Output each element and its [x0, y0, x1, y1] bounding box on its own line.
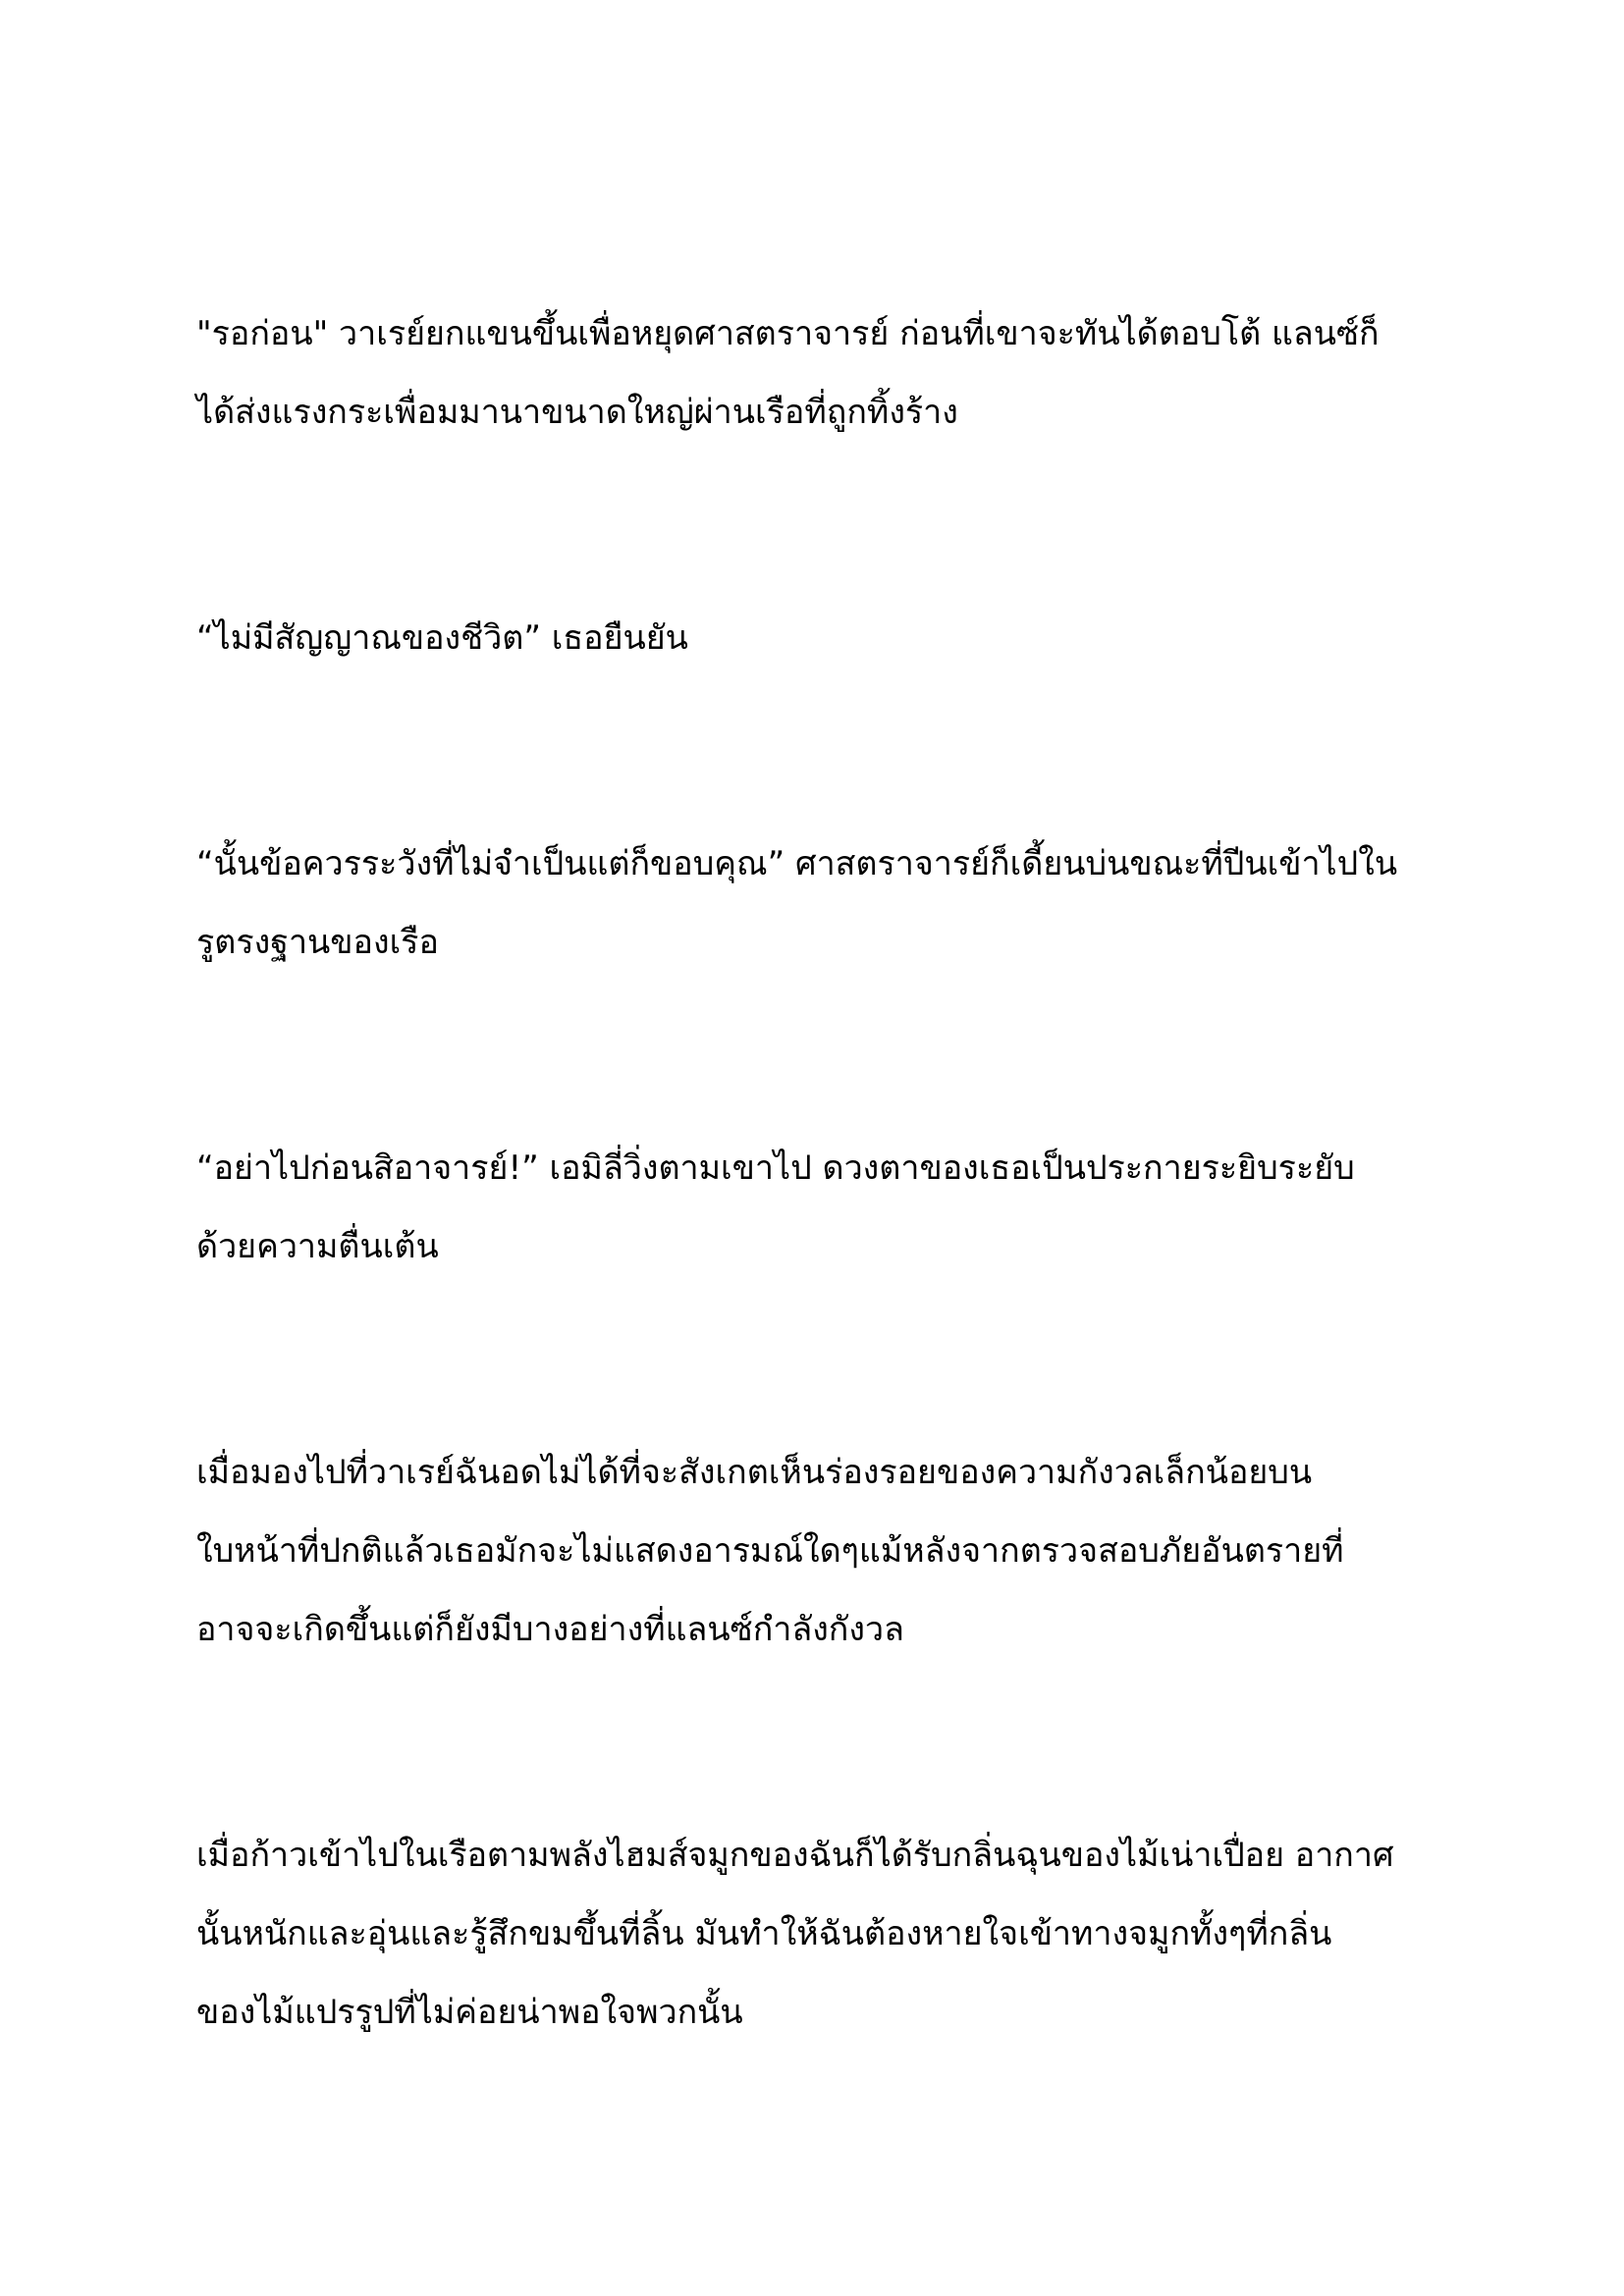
text-line: อาจจะเกิดขึ้นแต่ก็ยังมีบางอย่างที่แลนซ์กำลังกังวล — [196, 1610, 904, 1649]
paragraph-5 — [196, 1433, 1434, 1669]
text-line: รูตรงฐานของเรือ — [196, 923, 439, 962]
text-line: "รอก่อน" วาเรย์ยกแขนขึ้นเพื่อหยุดศาสตราจารย์ ก่อนที่เขาจะทันได้ตอบโต้ แลนซ์ก็ — [196, 314, 1380, 353]
paragraph-6 — [196, 1816, 1434, 2052]
text-line: “ไม่มีสัญญาณของชีวิต” เธอยืนยัน — [196, 618, 688, 658]
text-line: ด้วยความตื่นเต้น — [196, 1227, 439, 1266]
paragraph-2 — [196, 599, 1434, 677]
text-line: “นั้นข้อควรระวังที่ไม่จำเป็นแต่ก็ขอบคุณ” ศาสตราจารย์ก็เดี้ยนบ่นขณะที่ปีนเข้าไปใน — [196, 844, 1398, 883]
story-text — [196, 294, 1434, 2199]
text-line: ใบหน้าที่ปกติแล้วเธอมักจะไม่แสดงอารมณ์ใดๆแม้หลังจากตรวจสอบภัยอันตรายที่ — [196, 1531, 1344, 1571]
paragraph-1 — [196, 294, 1434, 452]
text-line: ของไม้แปรรูปที่ไม่ค่อยน่าพอใจพวกนั้น — [196, 1993, 743, 2032]
paragraph-3 — [196, 825, 1434, 982]
text-line: เมื่อมองไปที่วาเรย์ฉันอดไม่ได้ที่จะสังเกตเห็นร่องรอยของความกังวลเล็กน้อยบน — [196, 1453, 1313, 1492]
text-line: “อย่าไปก่อนสิอาจารย์!” เอมิลี่วิ่งตามเขาไป ดวงตาของเธอเป็นประกายระยิบระยับ — [196, 1148, 1355, 1188]
paragraph-4 — [196, 1129, 1434, 1286]
text-line: นั้นหนักและอุ่นและรู้สึกขมขึ้นที่ลิ้น มันทำให้ฉันต้องหายใจเข้าทางจมูกทั้งๆที่กลิ่น — [196, 1914, 1332, 1953]
text-line: ได้ส่งแรงกระเพื่อมมานาขนาดใหญ่ผ่านเรือที่ถูกทิ้งร้าง — [196, 393, 958, 432]
text-line: เมื่อก้าวเข้าไปในเรือตามพลังไฮมส์จมูกของฉันก็ได้รับกลิ่นฉุนของไม้เน่าเปื่อย อากาศ — [196, 1836, 1394, 1875]
